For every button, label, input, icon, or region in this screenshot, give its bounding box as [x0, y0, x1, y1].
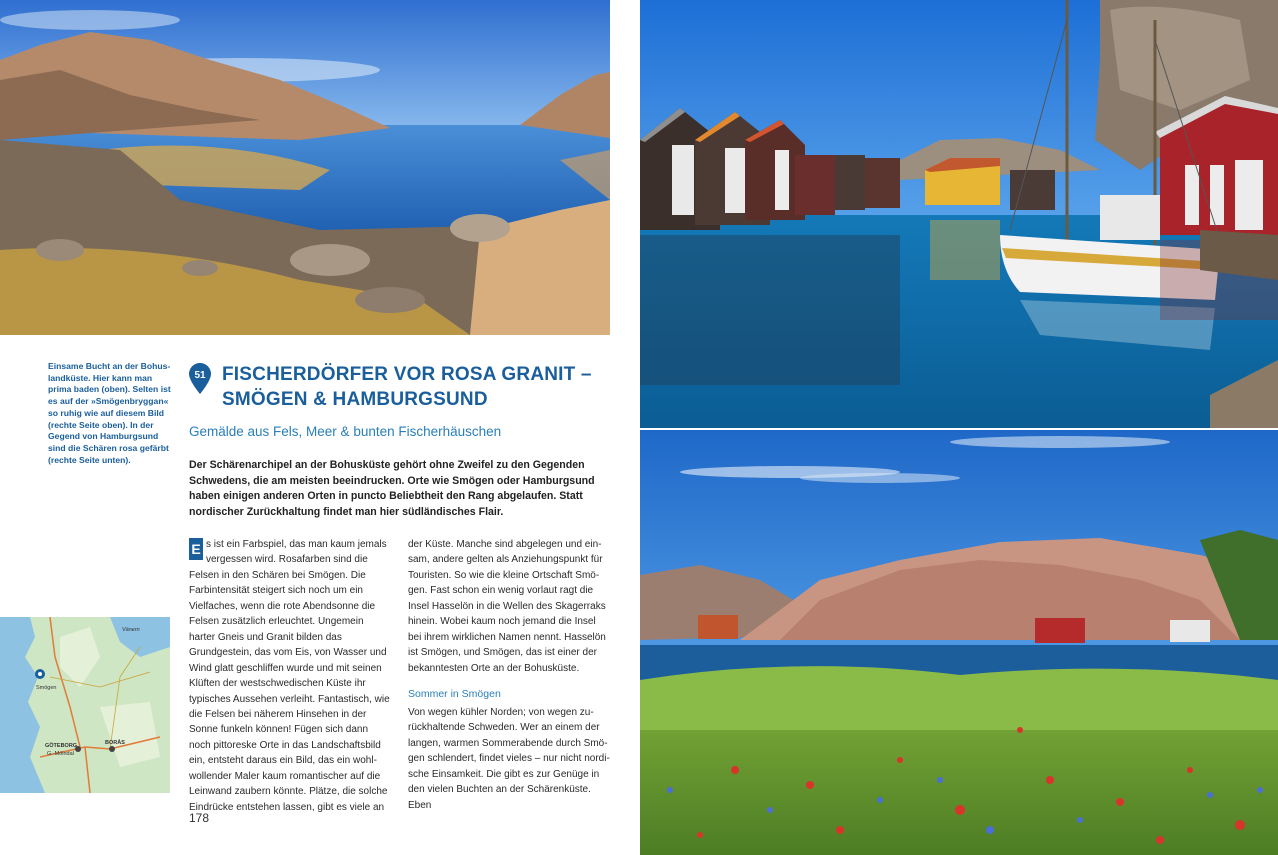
harbour-photo	[640, 0, 1278, 428]
page-number: 178	[189, 811, 210, 825]
body-column-2-continued: Von wegen kühler Norden; von wegen zurückhaltende Schweden. Wer an einem der langen, warmen Sommerabende durch Smögen schlendert, findet vieles – nur nicht nordische Einsamkeit. Die gibt es zur Genüge in den vielen Buchten an der Schärenküste. Eben	[408, 707, 610, 811]
drop-cap: E	[189, 538, 203, 560]
region-map	[0, 617, 170, 793]
meadow-photo	[640, 430, 1278, 855]
map-label-smogen: Smögen	[36, 685, 57, 691]
body-column-2: der Küste. Manche sind abgelegen und einsam, andere gelten als Anziehungspunkt für Touristen. So wie die kleine Ortschaft Smögen. Fast schon ein wenig vorlaut ragt die Insel Hasselön in die Wellen des Skagerraks hinein. Wobei kaum noch jemand die Insel bei ihrem wirklichen Namen nennt. Hasselön ist Smögen, und Smögen, das ist einer der bekanntesten Orte an der Bohusküste.	[408, 539, 606, 674]
section-subhead: Sommer in Smögen	[408, 688, 501, 700]
photo-caption: Einsame Bucht an der Bohuslandküste. Hier kann man prima baden (oben). Selten ist es auf der »Smögenbryggan« so ruhig wie auf diesem Bild (rechte Seite oben). In der Gegend von Hamburgsund sind die Schären rosa gefärbt (rechte Seite unten).	[48, 361, 171, 465]
title-line-2: SMÖGEN & HAMBURGSUND	[222, 389, 488, 410]
map-label-goteborg: GÖTEBORG	[45, 743, 78, 749]
map-label-boras: BORÅS	[105, 740, 125, 746]
title-line-1: FISCHERDÖRFER VOR ROSA GRANIT –	[222, 364, 592, 385]
article-title	[222, 362, 602, 412]
marker-number: 51	[194, 370, 206, 381]
col1-text: s ist ein Farbspiel, das man kaum jemals vergessen wird. Rosafarben sind die Felsen in den Schären bei Smögen. Die Farbintensität steigert sich noch um ein Vielfaches, wenn die rote Abendsonne die Felsen zusätzlich erleuchtet. Ungemein harter Gneis und Granit bilden das Grundgestein, das vom Eis, von Wasser und Wind glatt geschliffen wurde und mit seinen Klüften der westschwedischen Küste ihr typisches Aussehen verleiht. Fantastisch, wie die Felsen bei näherem Hinsehen in der Sonne funkeln können! Fügen sich dann noch pittoreske Orte in das Landschaftsbild ein, entsteht daraus ein Bild, das ein wohlwollender Maler kaum romantischer auf die Leinwand zaubern könnte. Plätze, die solche Eindrücke entstehen lassen, gibt es viele an	[189, 539, 390, 813]
bay-photo	[0, 0, 610, 335]
intro-paragraph: Der Schärenarchipel an der Bohusküste gehört ohne Zweifel zu den Gegenden Schwedens, die am meisten beeindrucken. Orte wie Smögen oder Hamburgsund haben einigen anderen Orten in puncto Beliebtheit den Rang abgelaufen. Statt nordischer Zurückhaltung findet man hier südländisches Flair.	[189, 459, 595, 518]
article-subtitle: Gemälde aus Fels, Meer & bunten Fischerhäuschen	[189, 424, 502, 439]
body-column-1	[189, 537, 390, 815]
map-label-vanern: Vänern	[122, 627, 140, 633]
map-label-molndal: G.-Mölndal	[47, 751, 74, 757]
location-pin-icon	[189, 363, 211, 394]
